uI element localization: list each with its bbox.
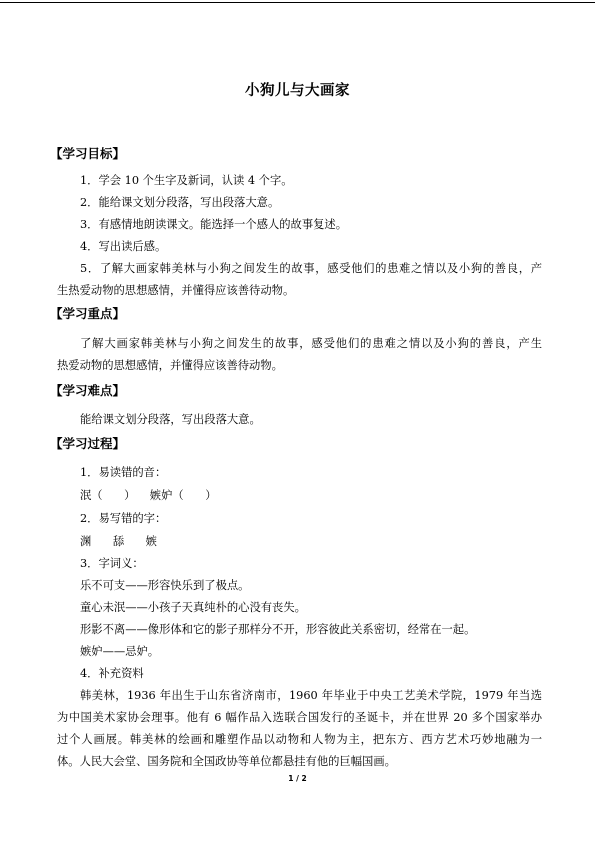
goal-item-5-continued: 生热爱动物的思想感情，并懂得应该善待动物。 [57, 284, 295, 297]
goal-item-4: 4．写出读后感。 [80, 240, 167, 253]
vocab-definition-3: 形影不离——像形体和它的影子那样分不开，形容彼此关系密切，经常在一起。 [80, 623, 476, 636]
difficulties-heading: 【学习难点】 [50, 383, 126, 398]
vocab-definition-2: 童心未泯——小孩子天真纯朴的心没有丧失。 [80, 601, 306, 614]
process-heading: 【学习过程】 [50, 436, 126, 451]
goal-item-5: 5．了解大画家韩美林与小狗之间发生的故事，感受他们的患难之情以及小狗的善良，产 [80, 262, 542, 275]
page-number: 1 / 2 [288, 774, 307, 783]
process-pronunciation-blanks: 泯（ ） 嫉妒（ ） [80, 489, 217, 502]
key-points-line-2: 热爱动物的思想感情，并懂得应该善待动物。 [57, 359, 283, 372]
bio-line-4: 体。人民大会堂、国务院和全国政协等单位都悬挂有他的巨幅国画。 [57, 755, 396, 768]
page-title: 小狗儿与大画家 [245, 83, 350, 99]
process-line-1: 1．易读错的音： [80, 466, 167, 479]
bio-line-3: 过个人画展。韩美林的绘画和雕塑作品以动物和人物为主，把东方、西方艺术巧妙地融为一 [57, 733, 542, 746]
process-line-3: 2．易写错的字： [80, 512, 167, 525]
goal-item-1: 1．学会 10 个生字及新词，认读 4 个字。 [80, 174, 293, 187]
goal-item-2: 2．能给课文划分段落，写出段落大意。 [80, 196, 280, 209]
page-top-rule [0, 2, 595, 3]
key-points-heading: 【学习重点】 [50, 306, 126, 321]
bio-line-2: 为中国美术家协会理事。他有 6 幅作品入选联合国发行的圣诞卡，并在世界 20 多个国家举办 [57, 711, 542, 724]
difficulties-line-1: 能给课文划分段落，写出段落大意。 [80, 413, 261, 426]
process-tricky-characters: 渊 舔 嫉 [80, 535, 157, 548]
vocab-definition-4: 嫉妒——忌妒。 [80, 645, 160, 658]
goal-item-3: 3．有感情地朗读课文。能选择一个感人的故事复述。 [80, 218, 348, 231]
vocab-definition-1: 乐不可支——形容快乐到了极点。 [80, 579, 250, 592]
key-points-line-1: 了解大画家韩美林与小狗之间发生的故事，感受他们的患难之情以及小狗的善良，产生 [80, 337, 542, 350]
process-line-5: 3．字词义： [80, 557, 144, 570]
process-line-10: 4．补充资料 [80, 667, 144, 680]
goals-heading: 【学习目标】 [50, 146, 126, 161]
bio-line-1: 韩美林，1936 年出生于山东省济南市，1960 年毕业于中央工艺美术学院，1979 年当选 [80, 689, 542, 702]
